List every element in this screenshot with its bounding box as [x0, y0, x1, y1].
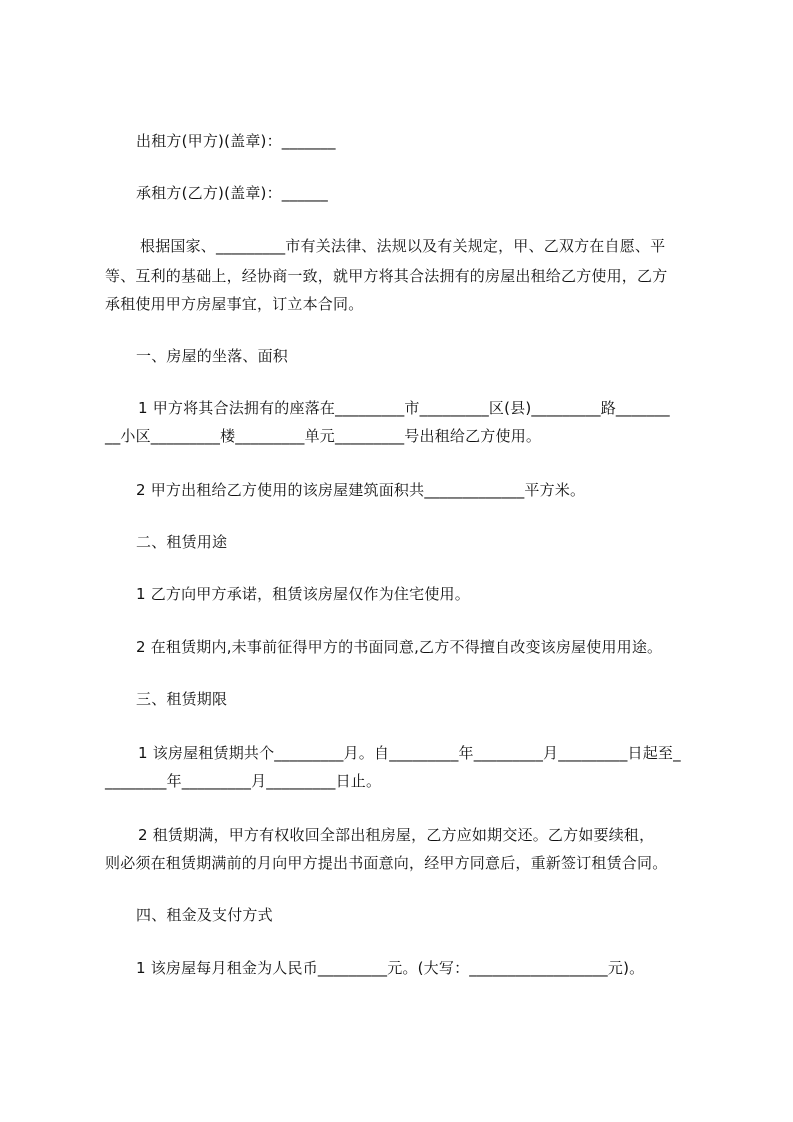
preamble-line-2: 等、互利的基础上，经协商一致，就甲方将其合法拥有的房屋出租给乙方使用，乙方: [105, 267, 668, 285]
section-3-item-2-line-2: 则必须在租赁期满前的月向甲方提出书面意向，经甲方同意后，重新签订租赁合同。: [105, 854, 668, 872]
section-2-item-2: 2 在租赁期内,未事前征得甲方的书面同意,乙方不得擅自改变该房屋使用用途。: [136, 638, 663, 656]
section-4-heading: 四、租金及支付方式: [136, 906, 273, 924]
section-3-item-1-line-1: 1 该房屋租赁期共个_________月。自_________年_________月_________日起至_: [138, 744, 681, 762]
section-3-item-1-line-2: ________年_________月_________日止。: [105, 772, 382, 790]
section-2-item-1: 1 乙方向甲方承诺，租赁该房屋仅作为住宅使用。: [136, 585, 470, 603]
party-a-line: 出租方(甲方)(盖章)：_______: [136, 132, 336, 150]
section-1-heading: 一、房屋的坐落、面积: [136, 347, 289, 365]
section-4-item-1: 1 该房屋每月租金为人民币_________元。(大写：__________________元)。: [136, 959, 645, 977]
section-3-heading: 三、租赁期限: [136, 690, 228, 708]
section-3-item-2-line-1: 2 租赁期满，甲方有权收回全部出租房屋，乙方应如期交还。乙方如要续租，: [138, 826, 655, 844]
section-1-item-1-line-2: __小区_________楼_________单元_________号出租给乙方使用。: [105, 427, 542, 445]
section-1-item-2: 2 甲方出租给乙方使用的该房屋建筑面积共_____________平方米。: [136, 481, 586, 499]
party-b-line: 承租方(乙方)(盖章)：______: [136, 184, 329, 202]
section-1-item-1-line-1: 1 甲方将其合法拥有的座落在_________市_________区(县)_________路_______: [138, 399, 670, 417]
section-2-heading: 二、租赁用途: [136, 533, 228, 551]
preamble-line-3: 承租使用甲方房屋事宜，订立本合同。: [105, 295, 364, 313]
preamble-line-1: 根据国家、_________市有关法律、法规以及有关规定，甲、乙双方在自愿、平: [140, 237, 666, 255]
